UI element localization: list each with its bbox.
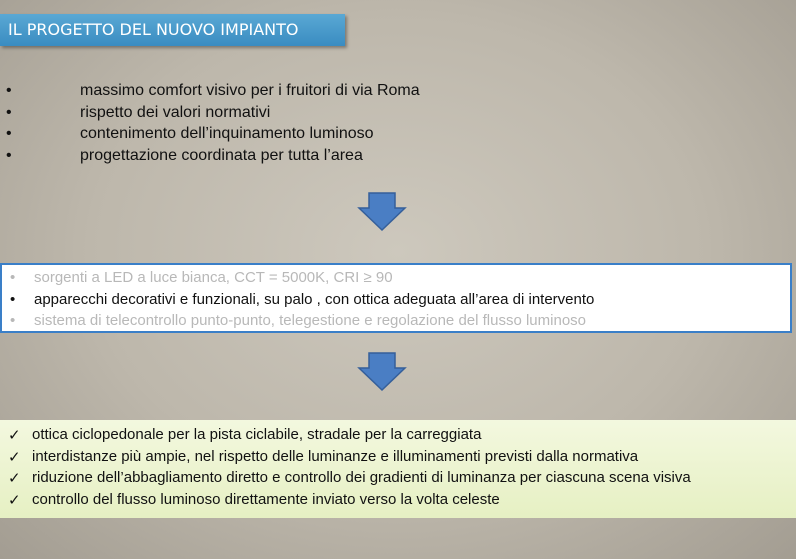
solutions-box [0,263,792,333]
checkmark-icon: ✓ [8,470,21,487]
bullet-icon: • [10,290,16,308]
checkmark-icon: ✓ [8,491,21,509]
solution-text: sistema di telecontrollo punto-punto, telegestione e regolazione del flusso luminoso [34,312,587,329]
bullet-icon: • [10,312,16,329]
result-text: ottica ciclopedonale per la pista ciclabile, stradale per la carreggiata [32,426,482,443]
goal-text: contenimento dell’inquinamento luminoso [80,125,374,142]
goal-text: progettazione coordinata per tutta l’area [80,146,363,164]
result-text: riduzione dell’abbagliamento diretto e controllo dei gradienti di luminanza per ciascuna scena visiva [32,469,691,486]
down-arrow-icon [357,352,407,392]
results-box [0,420,796,518]
checkmark-icon: ✓ [8,448,21,466]
result-text: interdistanze più ampie, nel rispetto delle luminanze e illuminamenti previsti dalla normativa [32,447,639,465]
result-text: controllo del flusso luminoso direttamente inviato verso la volta celeste [32,490,500,508]
bullet-icon: • [6,146,12,164]
bullet-icon: • [6,125,12,142]
slide-title: IL PROGETTO DEL NUOVO IMPIANTO [0,14,345,46]
goal-text: massimo comfort visivo per i fruitori di via Roma [80,82,420,99]
bullet-icon: • [6,82,12,99]
solution-text: apparecchi decorativi e funzionali, su palo , con ottica adeguata all’area di intervento [34,290,595,308]
bullet-icon: • [10,269,16,286]
down-arrow-icon [357,192,407,232]
checkmark-icon: ✓ [8,427,21,444]
goal-text: rispetto dei valori normativi [80,103,271,121]
solution-text: sorgenti a LED a luce bianca, CCT = 5000K, CRI ≥ 90 [34,269,393,286]
bullet-icon: • [6,103,12,121]
